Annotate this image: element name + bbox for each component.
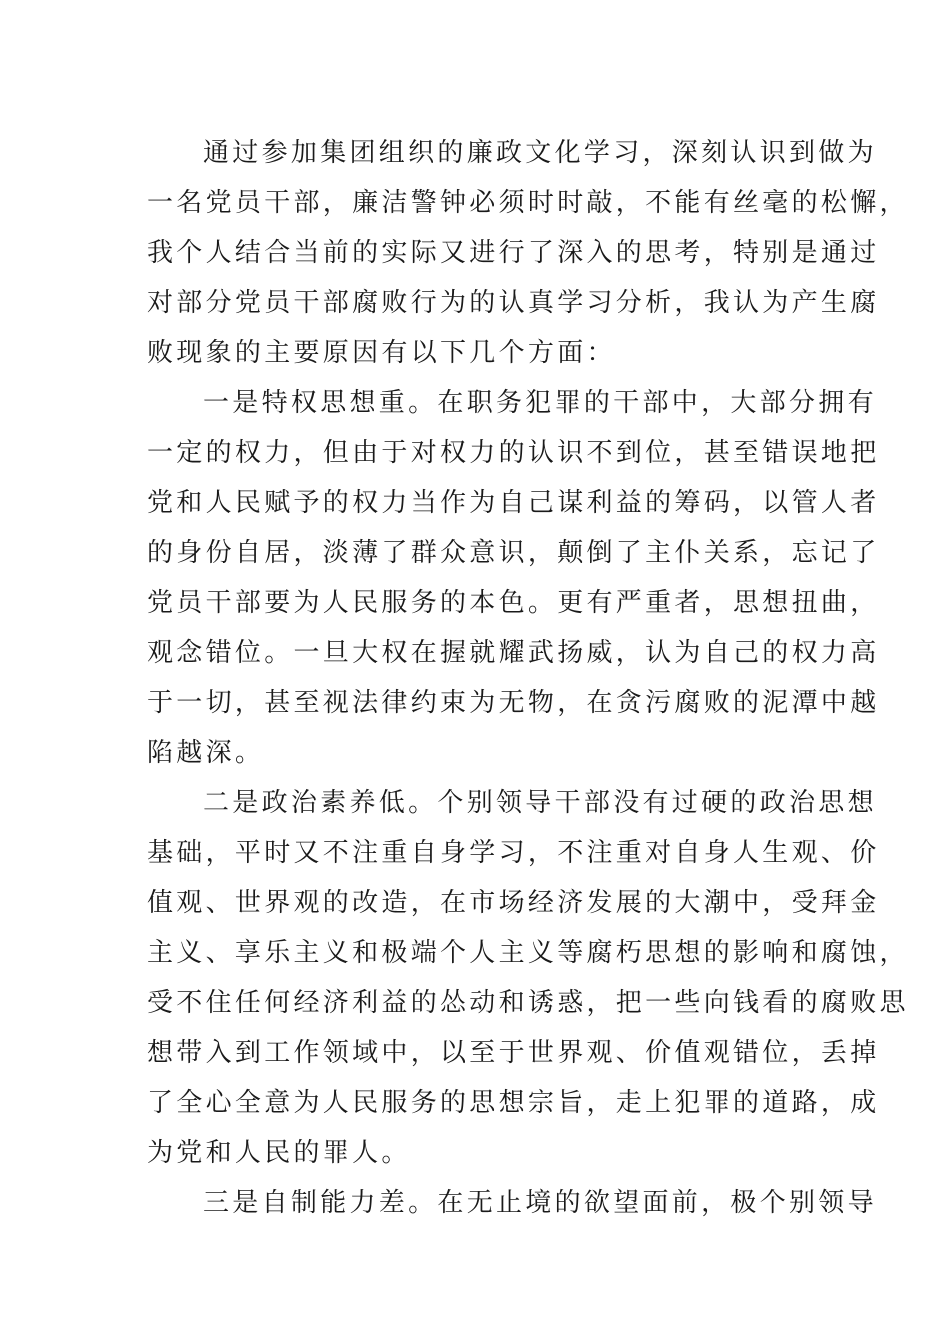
paragraph-privilege bbox=[147, 378, 880, 778]
text-line: 一定的权力，但由于对权力的认识不到位，甚至错误地把 bbox=[147, 438, 880, 468]
text-line: 于一切，甚至视法律约束为无物，在贪污腐败的泥潭中越 bbox=[147, 688, 880, 718]
text-line: 陷越深。 bbox=[147, 738, 265, 768]
text-line: 对部分党员干部腐败行为的认真学习分析，我认为产生腐 bbox=[147, 288, 880, 318]
text-line: 党员干部要为人民服务的本色。更有严重者，思想扭曲， bbox=[147, 588, 880, 618]
text-line: 三是自制能力差。在无止境的欲望面前，极个别领导 bbox=[203, 1188, 877, 1218]
text-line: 受不住任何经济利益的怂动和诱惑，把一些向钱看的腐败思 bbox=[147, 988, 909, 1018]
text-line: 一是特权思想重。在职务犯罪的干部中，大部分拥有 bbox=[203, 388, 877, 418]
paragraph-self-control bbox=[147, 1178, 877, 1228]
text-line: 了全心全意为人民服务的思想宗旨，走上犯罪的道路，成 bbox=[147, 1088, 880, 1118]
text-line: 败现象的主要原因有以下几个方面： bbox=[147, 338, 616, 368]
text-line: 二是政治素养低。个别领导干部没有过硬的政治思想 bbox=[203, 788, 877, 818]
text-line: 主义、享乐主义和极端个人主义等腐朽思想的影响和腐蚀， bbox=[147, 938, 909, 968]
text-line: 值观、世界观的改造，在市场经济发展的大潮中，受拜金 bbox=[147, 888, 880, 918]
text-line: 观念错位。一旦大权在握就耀武扬威，认为自己的权力高 bbox=[147, 638, 880, 668]
text-line: 为党和人民的罪人。 bbox=[147, 1138, 411, 1168]
text-line: 基础，平时又不注重自身学习，不注重对自身人生观、价 bbox=[147, 838, 880, 868]
text-line: 我个人结合当前的实际又进行了深入的思考，特别是通过 bbox=[147, 238, 880, 268]
document-body bbox=[147, 128, 909, 1228]
paragraph-intro bbox=[147, 128, 909, 378]
text-line: 党和人民赋予的权力当作为自己谋利益的筹码，以管人者 bbox=[147, 488, 880, 518]
text-line: 一名党员干部，廉洁警钟必须时时敲，不能有丝毫的松懈， bbox=[147, 188, 909, 218]
paragraph-political bbox=[147, 778, 909, 1178]
text-line: 通过参加集团组织的廉政文化学习，深刻认识到做为 bbox=[203, 138, 877, 168]
text-line: 的身份自居，淡薄了群众意识，颠倒了主仆关系，忘记了 bbox=[147, 538, 880, 568]
text-line: 想带入到工作领域中，以至于世界观、价值观错位，丢掉 bbox=[147, 1038, 880, 1068]
